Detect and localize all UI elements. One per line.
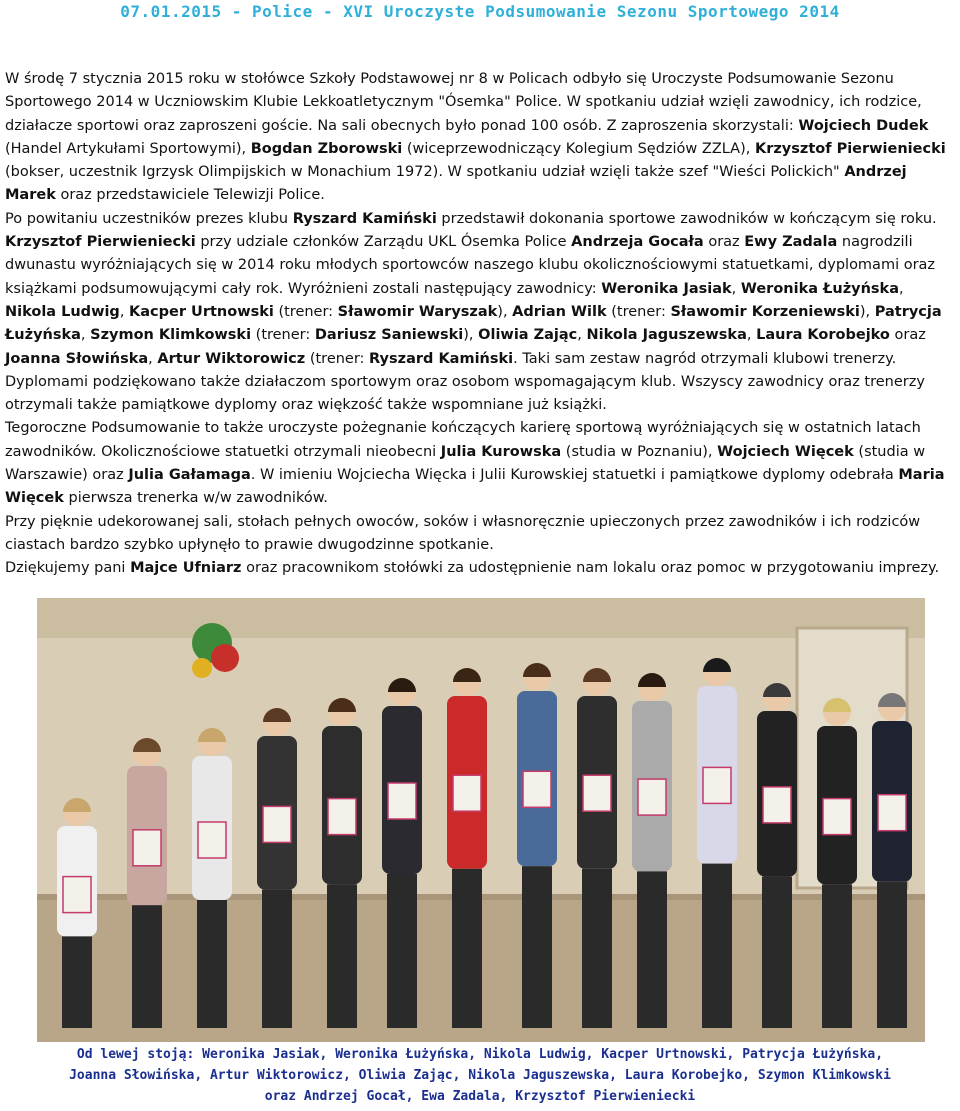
photo-caption	[0, 1044, 960, 1107]
group-photo-illustration	[37, 598, 925, 1042]
article-paragraph	[5, 557, 957, 580]
diploma	[453, 775, 481, 811]
diploma	[583, 775, 611, 811]
person-legs	[132, 905, 162, 1028]
text-run: przy udziale członków Zarządu UKL Ósemka Police	[195, 234, 572, 251]
person-legs	[822, 884, 852, 1028]
person-legs	[702, 864, 732, 1028]
diploma	[763, 787, 791, 823]
bold-name: Ryszard Kamiński	[292, 210, 437, 227]
text-run: Tegoroczne Podsumowanie to także uroczyste pożegnanie kończących karierę sportową wyróżniających się w ostatnich latach zawodników. Okolicznościowe statuetki otrzymali nieobecni	[5, 420, 921, 460]
text-run: Dziękujemy pani	[5, 560, 131, 577]
text-run: nagrodzili dwunastu wyróżniających się w 2014 roku młodych sportowców naszego klubu okolicznościowymi statuetkami, dyplomami oraz książkami podsumowującymi cały rok. Wyróżnieni zostali następujący zawodnicy:	[5, 234, 936, 297]
bold-name: Kacper Urtnowski	[129, 303, 274, 320]
bold-name: Adrian Wilk	[512, 303, 607, 320]
bold-name: Patrycja Łużyńska	[5, 303, 942, 344]
text-run: ,	[577, 327, 587, 344]
bold-name: Sławomir Korzeniewski	[670, 303, 860, 320]
text-run: ,	[119, 303, 130, 320]
text-run: ),	[497, 303, 513, 320]
person-legs	[387, 874, 417, 1028]
group-photo	[37, 598, 925, 1042]
bold-name: Artur Wiktorowicz	[157, 350, 306, 367]
text-run: ,	[898, 280, 904, 297]
bold-name: Bogdan Zborowski	[250, 140, 403, 157]
text-run: Przy pięknie udekorowanej sali, stołach pełnych owoców, soków i własnoręcznie upieczonych przez zawodników i ich rodziców ciastach bardzo szybko upłynęło to prawie dwugodzinne spotkanie.	[5, 513, 921, 553]
bold-name: Maria Więcek	[5, 467, 945, 507]
bold-name: Sławomir Waryszak	[337, 303, 498, 320]
text-run: (trener:	[305, 350, 370, 367]
bold-name: Joanna Słowińska	[5, 350, 149, 367]
article-body	[5, 68, 957, 581]
diploma	[523, 771, 551, 807]
text-run: (trener:	[606, 303, 671, 320]
bold-name: Krzysztof Pierwieniecki	[5, 234, 196, 251]
bold-name: Szymon Klimkowski	[90, 327, 252, 344]
text-run: (wiceprzewodniczący Kolegium Sędziów ZZLA),	[402, 140, 755, 157]
text-run: (bokser, uczestnik Igrzysk Olimpijskich w Monachium 1972). W spotkaniu udział wzięli także szef "Wieści Polickich"	[5, 164, 845, 181]
person-legs	[762, 877, 792, 1028]
person-legs	[262, 890, 292, 1028]
caption-line: oraz Andrzej Gocał, Ewa Zadala, Krzysztof Pierwieniecki	[264, 1089, 696, 1104]
person-legs	[877, 882, 907, 1028]
text-run: . Taki sam zestaw nagród otrzymali klubowi trenerzy. Dyplomami podziękowano także działaczom sportowym oraz osobom wspomagającym klub. Wszyscy zawodnicy oraz trenerzy otrzymali także pamiątkowe dyplomy oraz więkzość także wspomniane już książki.	[5, 350, 925, 414]
text-run: ,	[148, 350, 158, 367]
text-run: oraz	[703, 234, 745, 251]
bold-name: Ewy Zadala	[744, 234, 838, 251]
text-run: Po powitaniu uczestników prezes klubu	[5, 210, 293, 227]
text-run: ,	[80, 327, 91, 344]
diploma	[263, 806, 291, 842]
person-legs	[327, 884, 357, 1028]
article-paragraph	[5, 511, 957, 558]
text-run: (Handel Artykułami Sportowymi),	[5, 140, 251, 157]
text-run: (trener:	[273, 303, 338, 320]
bold-name: Nikola Jaguszewska	[586, 327, 747, 344]
bold-name: Wojciech Dudek	[798, 117, 929, 134]
diploma	[703, 767, 731, 803]
text-run: przedstawił dokonania sportowe zawodników w kończącym się roku.	[436, 210, 937, 227]
diploma	[63, 877, 91, 913]
text-run: pierwsza trenerka w/w zawodników.	[63, 490, 328, 507]
caption-line: Od lewej stoją: Weronika Jasiak, Weronika Łużyńska, Nikola Ludwig, Kacper Urtnowski, Patrycja Łużyńska,	[76, 1047, 884, 1062]
bold-name: Wojciech Więcek	[717, 443, 854, 460]
bold-name: Ryszard Kamiński	[369, 350, 514, 367]
text-run: . W imieniu Wojciecha Więcka i Julii Kurowskiej statuetki i pamiątkowe dyplomy odebrała	[250, 467, 899, 484]
article-paragraph	[5, 231, 957, 417]
bold-name: Julia Kurowska	[440, 443, 562, 460]
bold-name: Andrzeja Gocała	[571, 234, 704, 251]
diploma	[328, 799, 356, 835]
article-paragraph	[5, 208, 957, 231]
diploma	[198, 822, 226, 858]
text-run: (trener:	[251, 327, 315, 344]
person-legs	[522, 866, 552, 1028]
person-legs	[197, 900, 227, 1028]
article-paragraph	[5, 68, 957, 208]
text-run: W środę 7 stycznia 2015 roku w stołówce Szkoły Podstawowej nr 8 w Policach odbyło się Uroczyste Podsumowanie Sezonu Sportowego 2014 w Uczniowskim Klubie Lekkoatletycznym "Ósemka" Police. W spotkaniu udział wzięli zawodnicy, ich rodzice, działacze sportowi oraz zaproszeni goście. Na sali obecnych było ponad 100 osób. Z zaproszenia skorzystali:	[5, 71, 922, 134]
bold-name: Laura Korobejko	[756, 327, 890, 344]
article-paragraph	[5, 417, 957, 510]
text-run: oraz	[889, 327, 926, 344]
text-run: ,	[731, 280, 741, 297]
diploma	[388, 783, 416, 819]
bold-name: Julia Gałamaga	[128, 467, 251, 484]
bold-name: Oliwia Zając	[478, 327, 578, 344]
text-run: oraz pracownikom stołówki za udostępnienie nam lokalu oraz pomoc w przygotowaniu imprezy.	[241, 560, 940, 577]
bold-name: Weronika Jasiak	[601, 280, 732, 297]
bold-name: Andrzej Marek	[5, 164, 907, 204]
bold-name: Majce Ufniarz	[130, 560, 242, 577]
diploma	[638, 779, 666, 815]
text-run: ),	[463, 327, 479, 344]
bold-name: Nikola Ludwig	[5, 303, 120, 320]
person-legs	[582, 869, 612, 1028]
diploma	[823, 799, 851, 835]
page-title: 07.01.2015 - Police - XVI Uroczyste Podsumowanie Sezonu Sportowego 2014	[120, 2, 840, 21]
diploma	[133, 830, 161, 866]
bold-name: Krzysztof Pierwieniecki	[754, 140, 946, 157]
text-run: oraz przedstawiciele Telewizji Police.	[55, 187, 325, 204]
person-legs	[452, 869, 482, 1028]
diploma	[878, 795, 906, 831]
bold-name: Dariusz Saniewski	[314, 327, 464, 344]
text-run: ,	[746, 327, 757, 344]
caption-line: Joanna Słowińska, Artur Wiktorowicz, Oliwia Zając, Nikola Jaguszewska, Laura Korobejko, Szymon Klimkowski	[69, 1068, 891, 1083]
person-legs	[637, 871, 667, 1028]
text-run: (studia w Warszawie) oraz	[5, 443, 926, 484]
person-legs	[62, 936, 92, 1028]
text-run: ),	[859, 303, 875, 320]
text-run: (studia w Poznaniu),	[561, 443, 718, 460]
bold-name: Weronika Łużyńska	[740, 280, 899, 297]
